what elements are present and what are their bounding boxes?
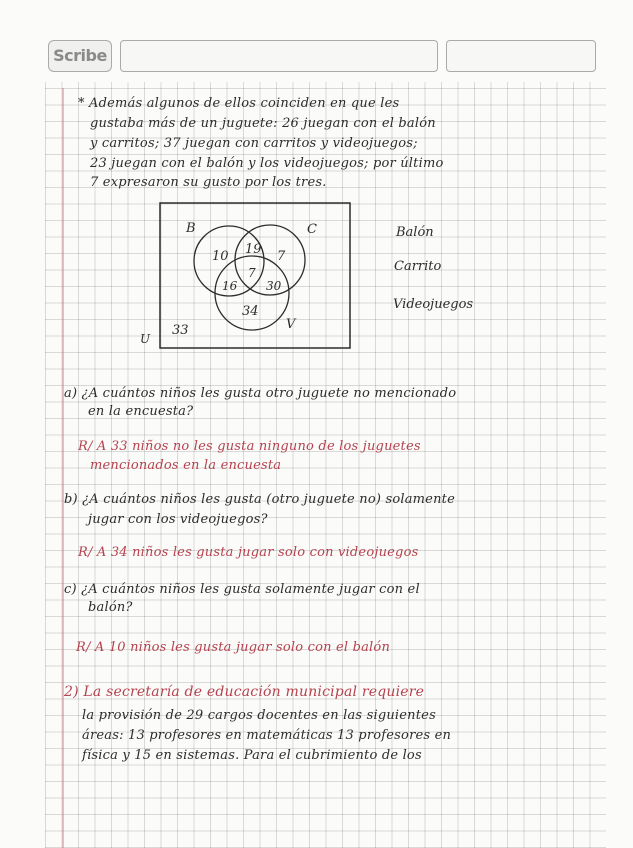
question-c: balón?: [88, 600, 133, 615]
brand-logo: Scribe: [48, 40, 112, 72]
set-v-label: V: [286, 317, 296, 332]
region-center: 7: [248, 266, 256, 280]
region-outside: 33: [172, 323, 189, 338]
intro-line: 23 juegan con el balón y los videojuegos; por último: [90, 156, 444, 171]
question-b: jugar con los videojuegos?: [88, 512, 268, 527]
problem-2-line: 2) La secretaría de educación municipal requiere: [64, 684, 425, 700]
region-c-only: 7: [277, 249, 286, 264]
set-c-label: C: [307, 222, 317, 237]
legend-carrito: Carrito: [394, 259, 442, 274]
universe-label: U: [140, 332, 151, 346]
intro-line: * Además algunos de ellos coinciden en que les: [78, 96, 400, 111]
region-b-v: 16: [222, 279, 238, 293]
problem-2-line: la provisión de 29 cargos docentes en las siguientes: [82, 708, 436, 723]
legend-videojuegos: Videojuegos: [393, 297, 474, 312]
answer-a: R/ A 33 niños no les gusta ninguno de los juguetes: [78, 439, 421, 454]
region-c-v: 30: [266, 279, 282, 293]
intro-line: gustaba más de un juguete: 26 juegan con el balón: [90, 116, 436, 131]
problem-2-line: áreas: 13 profesores en matemáticas 13 profesores en: [82, 728, 452, 743]
set-b-label: B: [186, 221, 196, 236]
answer-c: R/ A 10 niños les gusta jugar solo con el balón: [76, 640, 391, 655]
question-a: en la encuesta?: [88, 404, 194, 419]
answer-a: mencionados en la encuesta: [90, 458, 282, 473]
question-b: b) ¿A cuántos niños les gusta (otro juguete no) solamente: [64, 492, 455, 507]
intro-line: y carritos; 37 juegan con carritos y videojuegos;: [90, 136, 418, 151]
region-v-only: 34: [242, 304, 259, 319]
question-a: a) ¿A cuántos niños les gusta otro juguete no mencionado: [64, 386, 457, 401]
intro-line: 7 expresaron su gusto por los tres.: [90, 175, 327, 190]
legend-balon: Balón: [396, 225, 434, 240]
answer-b: R/ A 34 niños les gusta jugar solo con videojuegos: [78, 545, 419, 560]
region-b-c: 19: [245, 242, 262, 257]
problem-2-line: física y 15 en sistemas. Para el cubrimiento de los: [82, 748, 422, 763]
region-b-only: 10: [212, 249, 229, 264]
question-c: c) ¿A cuántos niños les gusta solamente jugar con el: [64, 582, 420, 597]
